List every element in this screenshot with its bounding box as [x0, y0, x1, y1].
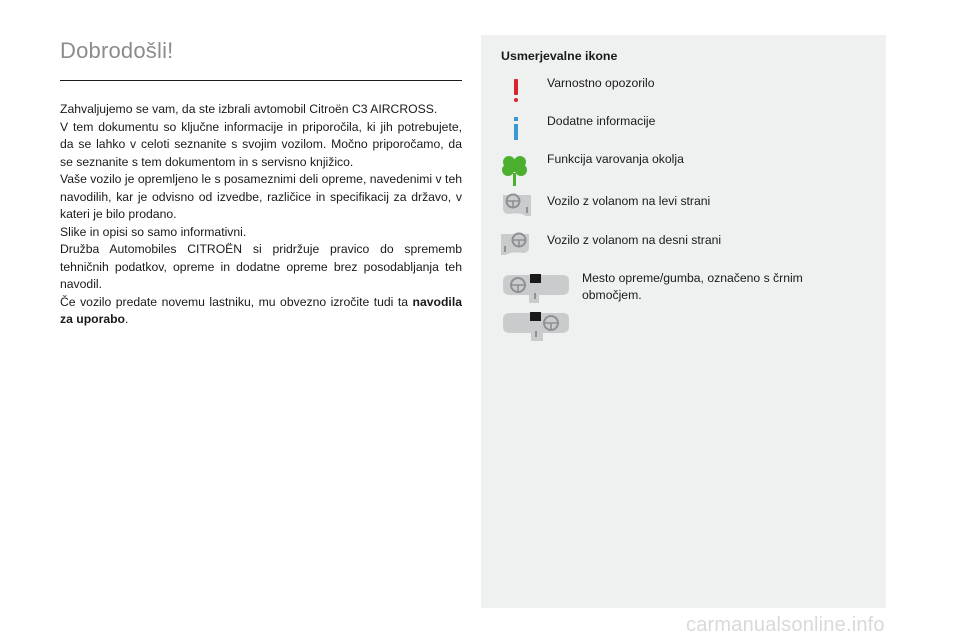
list-item: [481, 77, 886, 107]
paragraph-text: Če vozilo predate novemu lastniku, mu obvezno izročite tudi ta: [60, 294, 413, 309]
paragraph: Zahvaljujemo se vam, da ste izbrali avtomobil Citroën C3 AIRCROSS.: [60, 102, 438, 116]
list-item-label: Vozilo z volanom na desni strani: [547, 233, 722, 247]
paragraph: Slike in opisi so samo informativni.: [60, 224, 247, 239]
tree-icon: [481, 153, 541, 194]
paragraph: Družba Automobiles CITROËN si pridržuje pravico do sprememb tehničnih podatkov, opreme in dodatne opreme brez posodabljanja teh navodil.: [60, 242, 462, 291]
list-item-label: Vozilo z volanom na levi strani: [547, 194, 711, 208]
welcome-section: [60, 38, 462, 329]
paragraph-end: .: [125, 312, 129, 326]
paragraph: V tem dokumentu so ključne informacije in priporočila, ki jih potrebujete, da se lahko v celoti seznanite s svojim vozilom. Močno priporočamo, da se seznanite s tem dokumentom in s servisno knjižico.: [60, 119, 462, 169]
list-item-label: Dodatne informacije: [547, 114, 656, 128]
list-item: [481, 115, 886, 145]
list-item: [481, 231, 886, 261]
welcome-text: [60, 101, 462, 329]
watermark: carmanualsonline.info: [686, 614, 885, 636]
right-hand-drive-dashboard-icon: [481, 231, 541, 264]
list-item-label: Funkcija varovanja okolja: [547, 152, 684, 166]
left-hand-drive-dashboard-icon: [481, 192, 541, 225]
list-item-label: Mesto opreme/gumba, označeno s črnim območjem.: [582, 271, 803, 302]
list-item: [481, 153, 886, 183]
manual-emphasis: navodila za uporabo: [60, 294, 462, 326]
title-divider: [60, 80, 462, 81]
list-item: [481, 192, 886, 222]
control-location-dashboard-icon: [481, 271, 581, 366]
paragraph: [60, 294, 462, 329]
page-title: Dobrodošli!: [60, 38, 174, 63]
guidance-icons-panel: [481, 35, 886, 608]
panel-title: Usmerjevalne ikone: [501, 49, 618, 63]
list-item-label: Varnostno opozorilo: [547, 76, 655, 90]
list-item: [481, 271, 886, 361]
paragraph: Vaše vozilo je opremljeno le s posameznimi deli opreme, navedenimi v teh navodilih, kar je odvisno od izvedbe, različice in specifikacij za državo, v kateri je bilo prodano.: [60, 172, 462, 221]
